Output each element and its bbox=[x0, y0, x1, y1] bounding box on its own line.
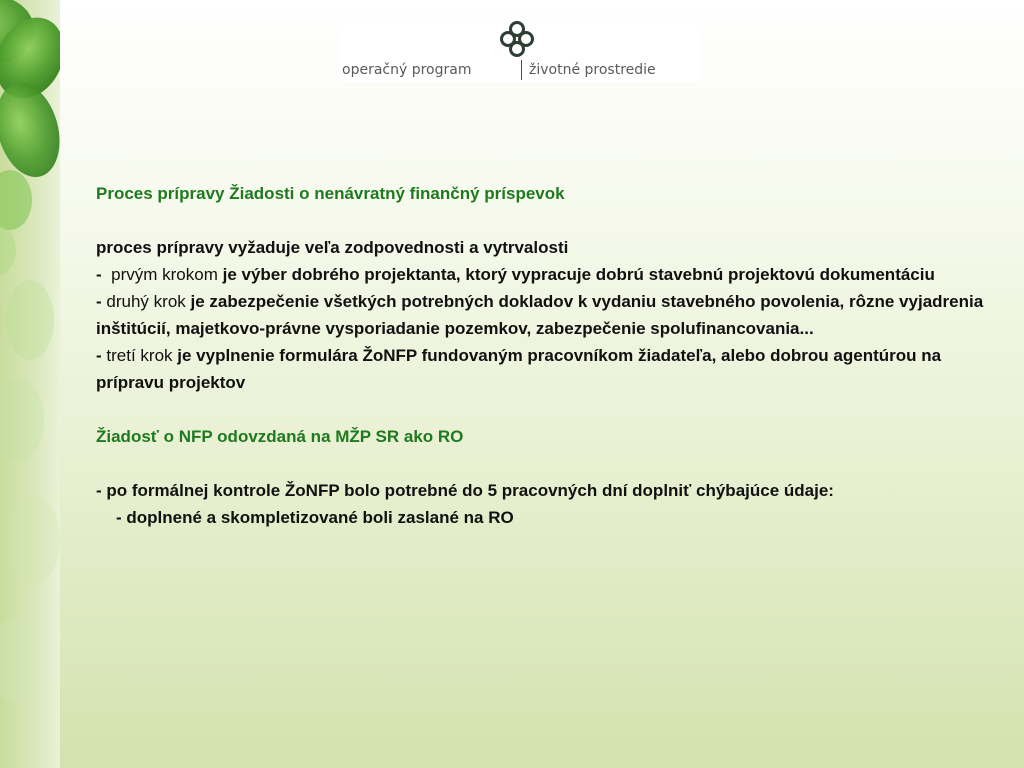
step-2 bbox=[96, 288, 986, 342]
formal-check-line: - po formálnej kontrole ŽoNFP bolo potrebné do 5 pracovných dní doplniť chýbajúce údaje: bbox=[96, 481, 834, 500]
four-leaf-logo-icon bbox=[497, 20, 537, 58]
spacer bbox=[96, 450, 986, 477]
step-3-label: tretí krok bbox=[106, 346, 173, 365]
step-1-label: prvým krokom bbox=[111, 265, 218, 284]
spacer bbox=[96, 207, 986, 234]
logo-separator bbox=[521, 60, 522, 80]
heading-ziadost: Žiadosť o NFP odovzdaná na MŽP SR ako RO bbox=[96, 427, 464, 446]
step-3-dash: - bbox=[96, 346, 102, 365]
program-logo bbox=[340, 20, 700, 82]
intro-line: proces prípravy vyžaduje veľa zodpovednosti a vytrvalosti bbox=[96, 238, 569, 257]
step-3 bbox=[96, 342, 986, 396]
logo-right-text: životné prostredie bbox=[529, 62, 656, 78]
slide-content bbox=[96, 180, 986, 531]
logo-left-text: operačný program bbox=[342, 62, 472, 78]
step-3-text: je vyplnenie formulára ŽoNFP fundovaným pracovníkom žiadateľa, alebo dobrou agentúrou na prípravu projektov bbox=[96, 346, 942, 392]
clover-leaf-decoration bbox=[0, 0, 60, 768]
completed-line: - doplnené a skompletizované boli zaslané na RO bbox=[116, 508, 514, 527]
step-2-text: je zabezpečenie všetkých potrebných dokladov k vydaniu stavebného povolenia, rôzne vyjadrenia inštitúcií, majetkovo-právne vysporiadanie pozemkov, zabezpečenie spolufinancovania... bbox=[96, 292, 984, 338]
step-1 bbox=[96, 261, 986, 288]
step-1-text: je výber dobrého projektanta, ktorý vypracuje dobrú stavebnú projektovú dokumentáciu bbox=[222, 265, 935, 284]
step-2-label: druhý krok bbox=[106, 292, 186, 311]
step-1-dash: - bbox=[96, 265, 102, 284]
spacer bbox=[96, 396, 986, 423]
left-decoration-strip bbox=[0, 0, 60, 768]
step-2-dash: - bbox=[96, 292, 102, 311]
heading-proces: Proces prípravy Žiadosti o nenávratný finančný príspevok bbox=[96, 184, 565, 203]
logo-text bbox=[340, 60, 700, 82]
